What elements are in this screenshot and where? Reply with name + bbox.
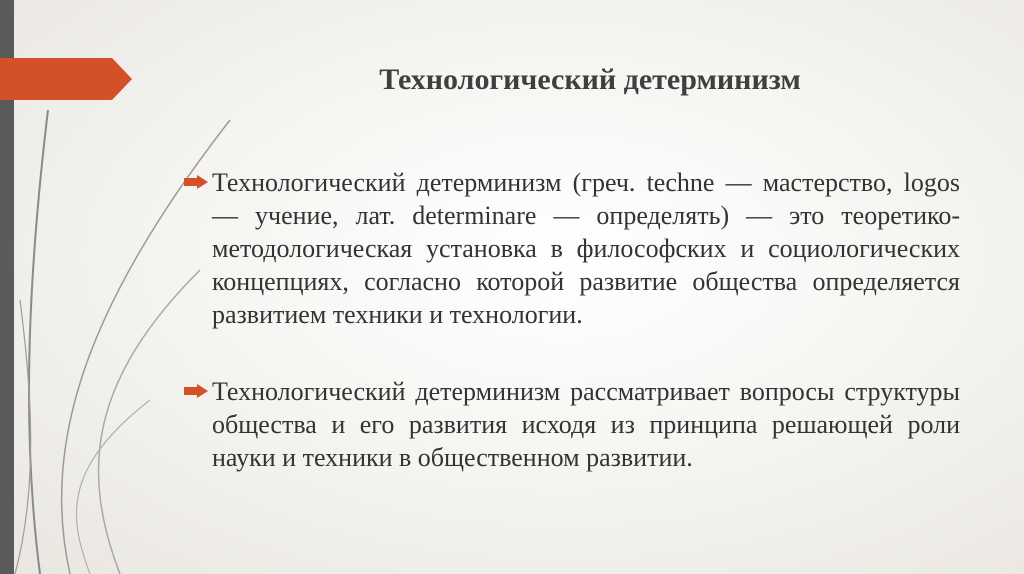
arrow-right-icon: [184, 384, 208, 398]
slide-title: Технологический детерминизм: [379, 63, 801, 96]
bullet-list: [184, 166, 960, 518]
bullet-item: [184, 375, 960, 474]
bullet-text: Технологический детерминизм (греч. techne — мастерство, logos — учение, лат. determinare — определять) — это теоретико-методологическая установка в философских и социологических концепциях, согласно которой развитие общества определяется развитием техники и технологии.: [212, 168, 960, 329]
title-accent-tab: [0, 58, 132, 100]
bullet-text: Технологический детерминизм рассматривает вопросы структуры общества и его развития исходя из принципа решающей роли науки и техники в общественном развитии.: [212, 377, 960, 472]
bullet-item: [184, 166, 960, 331]
arrow-right-icon: [184, 175, 208, 189]
